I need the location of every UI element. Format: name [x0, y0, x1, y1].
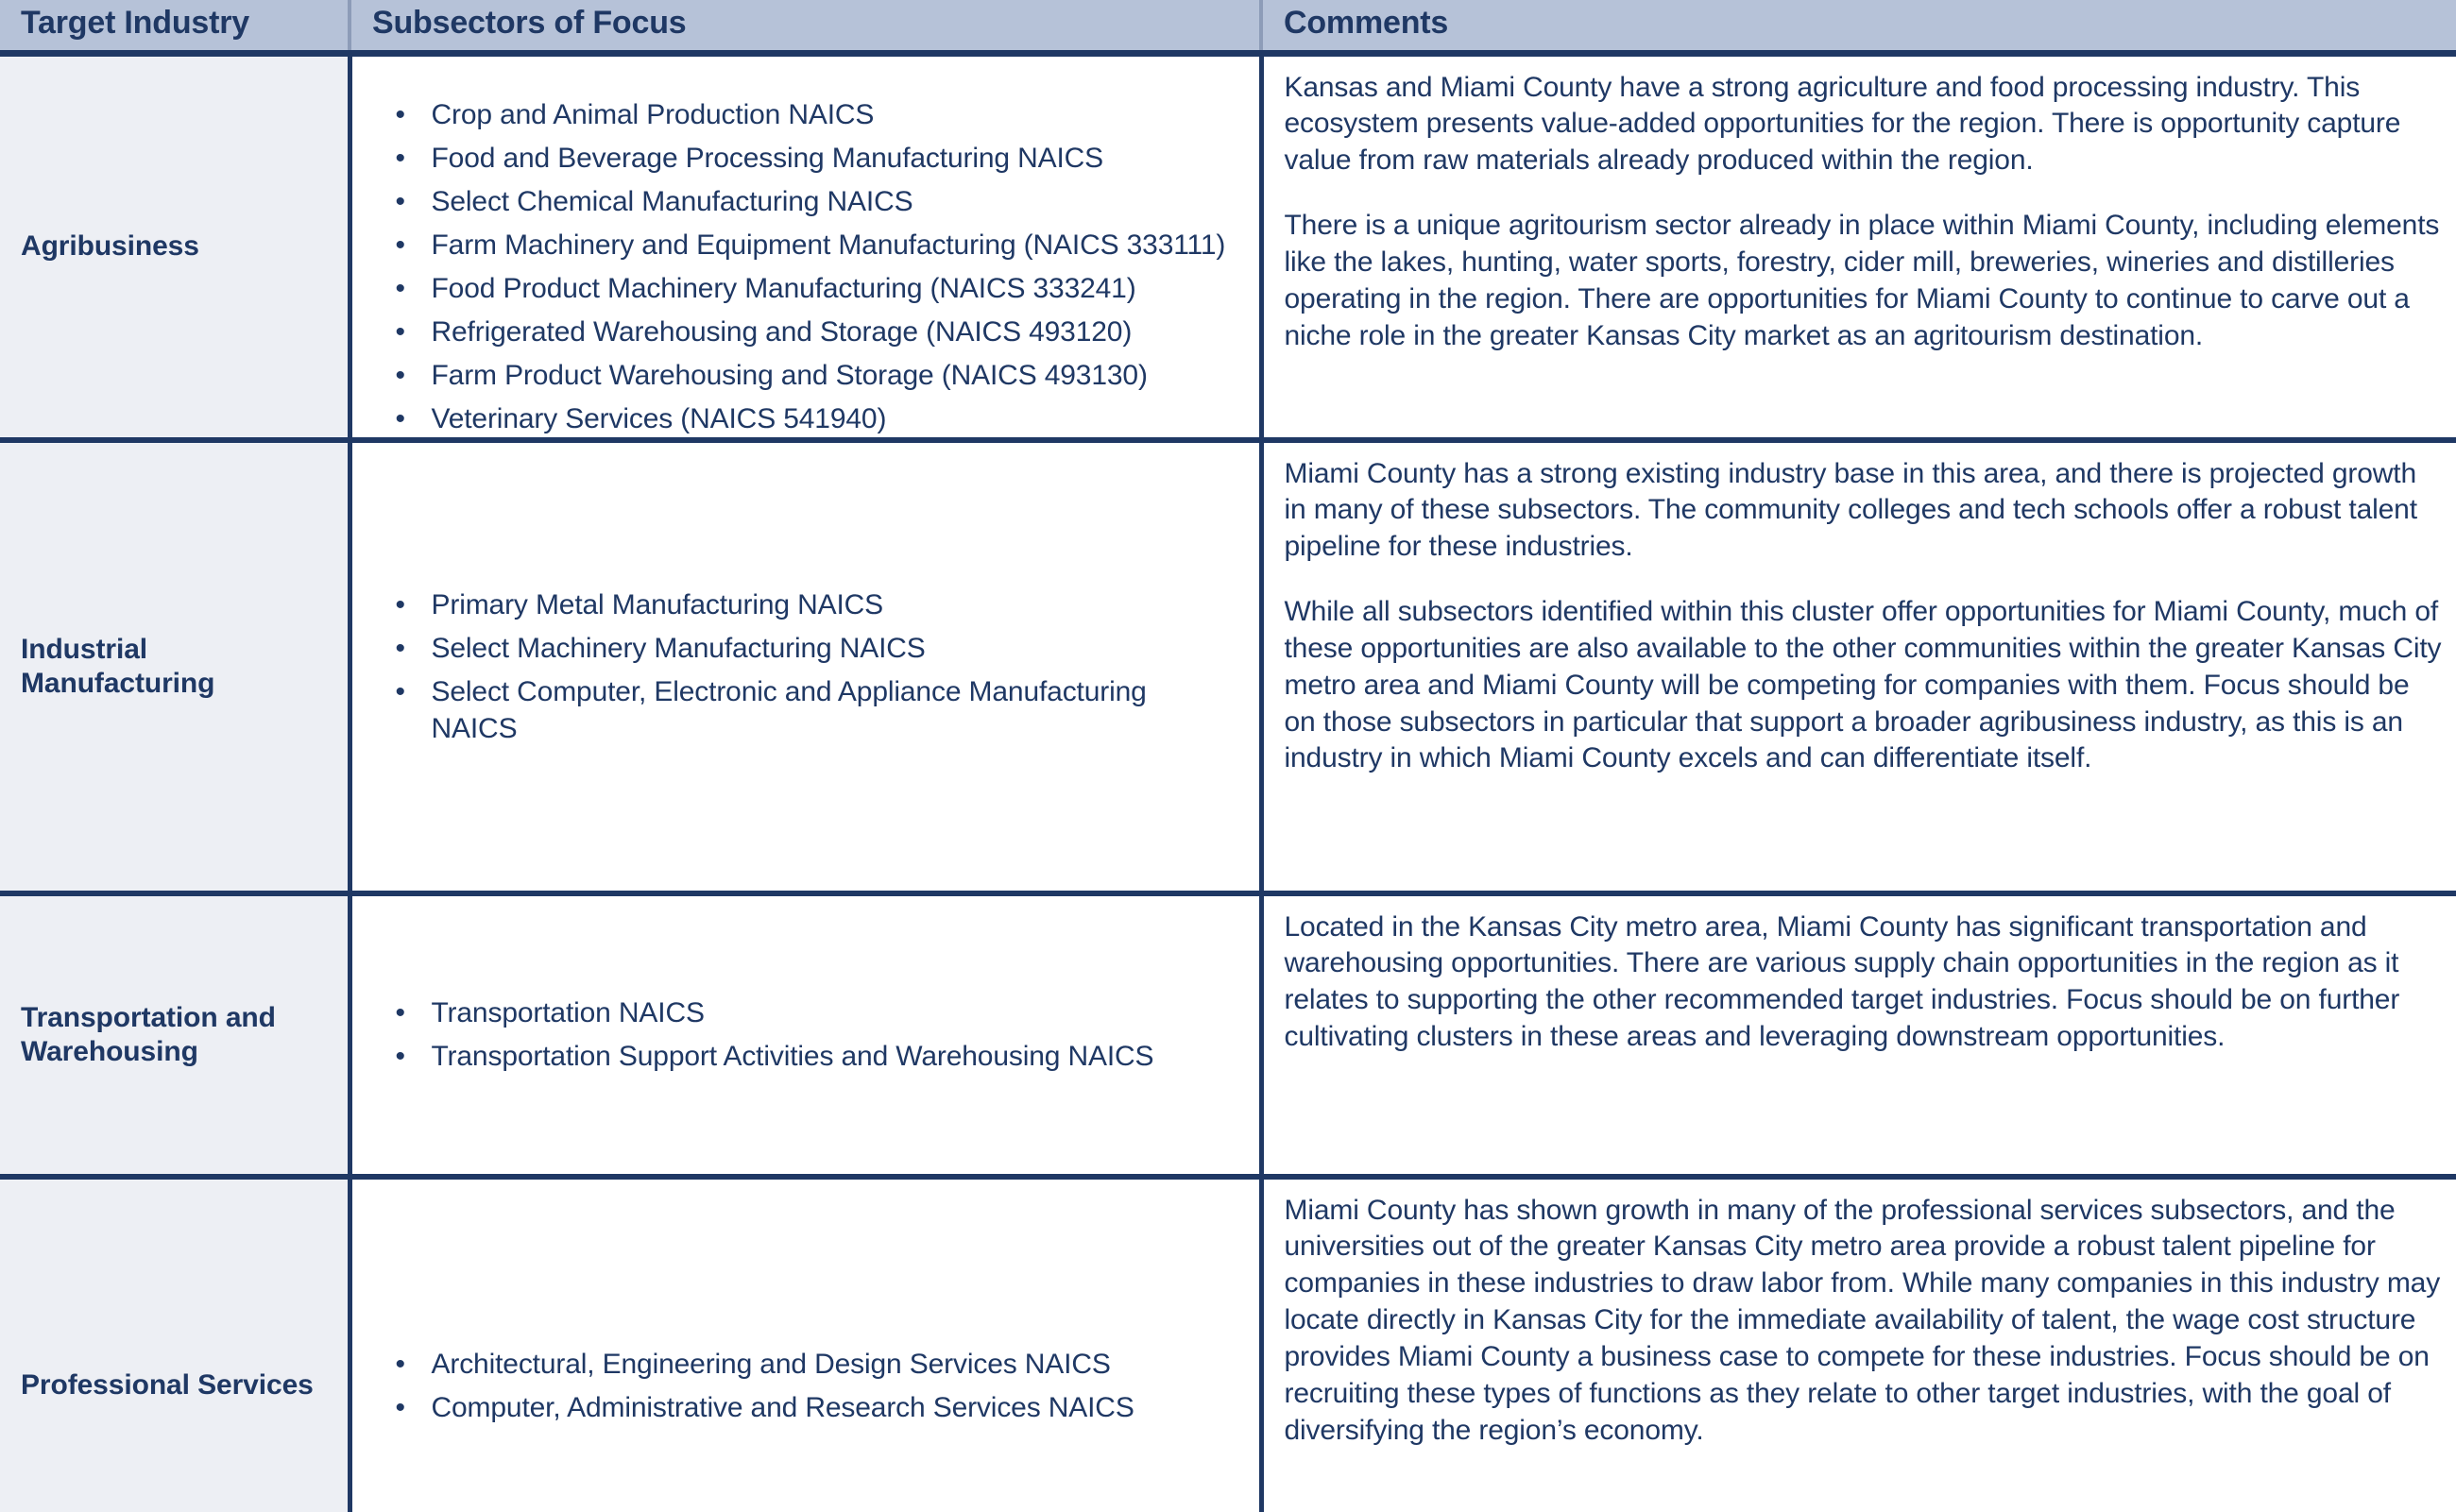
- bullet-icon: •: [395, 632, 405, 664]
- subsector-list-item: [390, 183, 1235, 220]
- comment-paragraph: There is a unique agritourism sector already in place within Miami County, including elements like the lakes, hunting, water sports, forestry, cider mill, breweries, wineries and distilleries operating in the region. There are opportunities for Miami County to continue to carve out a niche role in the greater Kansas City market as an agritourism destination.: [1284, 210, 2440, 351]
- subsector-list-item: [390, 400, 1235, 437]
- subsector-list: [352, 96, 1259, 437]
- subsector-label: Transportation Support Activities and Warehousing NAICS: [431, 1041, 1154, 1072]
- bullet-icon: •: [395, 1348, 405, 1380]
- bullet-icon: •: [395, 229, 405, 261]
- bullet-icon: •: [395, 315, 405, 348]
- cell-target-industry: [0, 893, 350, 1177]
- cell-subsectors-of-focus: [350, 440, 1261, 893]
- target-industry-label: Agribusiness: [21, 230, 199, 263]
- subsector-list-item: [390, 314, 1235, 350]
- cell-comments: [1261, 440, 2456, 893]
- column-header-target-industry: Target Industry: [0, 0, 350, 53]
- bullet-icon: •: [395, 675, 405, 707]
- subsector-list-item: [390, 630, 1235, 667]
- subsector-list-item: [390, 673, 1235, 747]
- cell-comments: [1261, 1177, 2456, 1512]
- target-industry-label: Industrial Manufacturing: [21, 634, 215, 699]
- subsector-label: Farm Product Warehousing and Storage (NAICS 493130): [431, 359, 1148, 391]
- table-body: [0, 53, 2456, 1512]
- subsector-list-item: [390, 96, 1235, 133]
- subsector-list-item: [390, 227, 1235, 263]
- subsector-list: [352, 994, 1259, 1075]
- target-industry-label: Professional Services: [21, 1369, 314, 1402]
- table-row: [0, 1177, 2456, 1512]
- subsector-list-item: [390, 1389, 1235, 1426]
- subsector-label: Farm Machinery and Equipment Manufacturing (NAICS 333111): [431, 229, 1226, 261]
- cell-subsectors-of-focus: [350, 893, 1261, 1177]
- cell-subsectors-of-focus: [350, 1177, 1261, 1512]
- subsector-label: Select Chemical Manufacturing NAICS: [431, 185, 913, 217]
- table-header: [0, 0, 2456, 53]
- subsector-label: Architectural, Engineering and Design Services NAICS: [431, 1348, 1111, 1380]
- subsector-list: [352, 1346, 1259, 1426]
- subsector-list-item: [390, 994, 1235, 1031]
- table-row: [0, 893, 2456, 1177]
- comment-paragraph: Miami County has shown growth in many of the professional services subsectors, and the universities out of the greater Kansas City metro area provide a robust talent pipeline for companies in these industries to draw labor from. While many companies in this industry may locate directly in Kansas City for the immediate availability of talent, the wage cost structure provides Miami County a business case to compete for these industries. Focus should be on recruiting these types of functions as they relate to other target industries, with the goal of diversifying the region’s economy.: [1284, 1194, 2441, 1446]
- comment-paragraph: While all subsectors identified within this cluster offer opportunities for Miami County, much of these opportunities are also available to the other communities within the greater Kansas City metro area and Miami County will be competing for companies with them. Focus should be on those subsectors in particular that support a broader agribusiness industry, as this is an industry in which Miami County excels and can differentiate itself.: [1284, 596, 2442, 774]
- subsector-label: Transportation NAICS: [431, 997, 705, 1028]
- cell-comments: [1261, 893, 2456, 1177]
- bullet-icon: •: [395, 359, 405, 391]
- subsector-label: Computer, Administrative and Research Services NAICS: [431, 1391, 1134, 1423]
- subsector-label: Primary Metal Manufacturing NAICS: [431, 588, 884, 620]
- cell-target-industry: [0, 1177, 350, 1512]
- subsector-label: Select Computer, Electronic and Appliance Manufacturing NAICS: [431, 675, 1147, 744]
- bullet-icon: •: [395, 185, 405, 217]
- subsector-list-item: [390, 270, 1235, 307]
- subsector-label: Veterinary Services (NAICS 541940): [431, 402, 887, 434]
- cell-target-industry: [0, 440, 350, 893]
- column-header-comments: Comments: [1261, 0, 2456, 53]
- bullet-icon: •: [395, 98, 405, 130]
- table-header-row: [0, 0, 2456, 53]
- subsector-label: Food and Beverage Processing Manufacturing NAICS: [431, 142, 1104, 174]
- subsector-label: Crop and Animal Production NAICS: [431, 98, 875, 130]
- bullet-icon: •: [395, 402, 405, 434]
- subsector-label: Food Product Machinery Manufacturing (NAICS 333241): [431, 272, 1136, 304]
- subsector-list: [352, 586, 1259, 747]
- subsector-list-item: [390, 1346, 1235, 1383]
- subsector-label: Refrigerated Warehousing and Storage (NAICS 493120): [431, 315, 1133, 348]
- column-header-subsectors-of-focus: Subsectors of Focus: [350, 0, 1261, 53]
- comment-paragraph: Located in the Kansas City metro area, Miami County has significant transportation and warehousing opportunities. There are various supply chain opportunities in the region as it relates to supporting the other recommended target industries. Focus should be on further cultivating clusters in these areas and leveraging downstream opportunities.: [1284, 910, 2400, 1053]
- subsector-list-item: [390, 1038, 1235, 1075]
- subsector-list-item: [390, 586, 1235, 623]
- table-row: [0, 53, 2456, 440]
- comment-paragraph: Kansas and Miami County have a strong agriculture and food processing industry. This ecosystem presents value-added opportunities for the region. There is opportunity capture value from raw materials already produced within the region.: [1284, 71, 2401, 177]
- cell-target-industry: [0, 53, 350, 440]
- cell-subsectors-of-focus: [350, 53, 1261, 440]
- subsector-list-item: [390, 357, 1235, 394]
- cell-comments: [1261, 53, 2456, 440]
- bullet-icon: •: [395, 272, 405, 304]
- subsector-list-item: [390, 140, 1235, 177]
- bullet-icon: •: [395, 142, 405, 174]
- bullet-icon: •: [395, 588, 405, 620]
- comment-paragraph: Miami County has a strong existing industry base in this area, and there is projected growth in many of these subsectors. The community colleges and tech schools offer a robust talent pipeline for these industries.: [1284, 457, 2417, 563]
- bullet-icon: •: [395, 1391, 405, 1423]
- subsector-label: Select Machinery Manufacturing NAICS: [431, 632, 926, 664]
- table-row: [0, 440, 2456, 893]
- bullet-icon: •: [395, 997, 405, 1028]
- bullet-icon: •: [395, 1041, 405, 1072]
- target-industry-label: Transportation and Warehousing: [21, 1002, 276, 1067]
